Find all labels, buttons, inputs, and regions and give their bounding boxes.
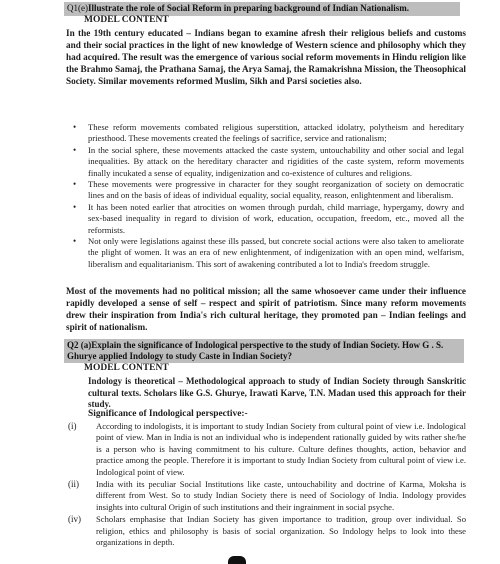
q2-heading-bar: Q2 (a)Explain the significance of Indological perspective to the study of Indian Society. How G . S. Ghurye applied Indology to study Caste in Indian Society? <box>64 339 464 363</box>
q1-heading-bar <box>64 2 460 16</box>
bullet-icon: • <box>73 236 77 247</box>
q1-model-content-label: MODEL CONTENT <box>84 15 169 25</box>
q2-model-content-label: MODEL CONTENT <box>84 363 169 373</box>
bullet-icon: • <box>73 122 77 132</box>
significance-heading: Significance of Indological perspective:- <box>88 409 248 419</box>
q1-title: Illustrate the role of Social Reform in preparing background of Indian Nationalism. <box>88 3 410 13</box>
list-item: • These movements were progressive in character for they sought reorganization of society on democratic lines and on the basis of ideas of individual equality, social equality, reason, enlightenment and liberalism. <box>73 179 464 201</box>
list-item: (iv) Scholars emphasise that Indian Society has given importance to tradition, group over individual. So religion, ethics and philosophy is basis of social organization. So Indology helps to look into these organizations in depth. <box>68 514 466 548</box>
bullet-icon: • <box>73 144 77 155</box>
list-item: • In the social sphere, these movements attacked the caste system, untouchability and other social and legal inequalities. By attack on the hereditary character and rigidities of the caste system, reform movements finally incukated a sense of equality, indigenization and co-existence of cultures and religions. <box>73 144 464 178</box>
list-item: • These reform movements combated religious superstition, attacked idolatry, polytheism and hereditary priesthood. These movements created the feelings of sacrifice, service and rationalism; <box>73 122 464 144</box>
q1-bullet-list <box>62 122 464 270</box>
q1-conclusion-paragraph: Most of the movements had no political mission; all the same whosoever came under their influence rapidly developed a sense of self – respect and spirit of patriotism. Since many reform movements drew their inspiration from India's rich cultural heritage, they promoted pan – Indian feelings and spirit of nationalism. <box>66 286 466 333</box>
bullet-icon: • <box>73 179 77 190</box>
list-item: • Not only were legislations against these ills passed, but concrete social actions were also taken to ameliorate the plight of women. It was an era of new enlightenment, of indigenization with an open mind, welfarism, liberalism and equalitarianism. This sort of awakening contributed a lot to India's freedom struggle. <box>73 236 464 269</box>
q2-intro-paragraph: Indology is theoretical – Methodological approach to study of Indian Society through Sanskritic cultural texts. Scholars like G.S. Ghurye, Irawati Karve, T.N. Madan used this approach for their study. <box>88 376 466 410</box>
page-footer-tab <box>228 556 246 564</box>
list-item: • It has been noted earlier that atrocities on women through purdah, child marriage, hypergamy, dowry and sex-based inequality in regard to division of work, education, occupation, freedom, etc., moved all the reformists. <box>73 201 464 235</box>
q1-label: Q1(e) <box>67 3 88 13</box>
bullet-icon: • <box>73 201 77 212</box>
point-number: (iv) <box>68 514 81 525</box>
list-item: (i) According to indologists, it is important to study Indian Society from cultural point of view i.e. Indological point of view. Man in India is not an individual who is independent rationally guided by wits rather she/he is a person who is having commitment to his culture. Culture defines thoughts, action, behavior and practice among the people. Therefore it is important to study Indian Society from cultural point of view i.e. Indological point of view. <box>68 421 466 477</box>
point-number: (ii) <box>68 479 79 490</box>
q2-points-list <box>68 421 466 549</box>
list-item: (ii) India with its peculiar Social Institutions like caste, untouchability and doctrine of Karma, Moksha is different from West. So to study Indian Society there is need of Sociology of India. Indology provides insights into cultural Origin of such institutions and their ingrainment in social psyche. <box>68 479 466 512</box>
point-number: (i) <box>68 421 77 431</box>
q1-intro-paragraph: In the 19th century educated – Indians began to examine afresh their religious beliefs and customs and their social practices in the light of new knowledge of Western science and philosophy which they had acquired. The result was the emergence of various social reform movements in Hindu religion like the Brahmo Samaj, the Prathana Samaj, the Arya Samaj, the Ramakrishna Mission, the Theosophical Society. Similar movements reformed Muslim, Sikh and Parsi societies also. <box>66 28 466 87</box>
